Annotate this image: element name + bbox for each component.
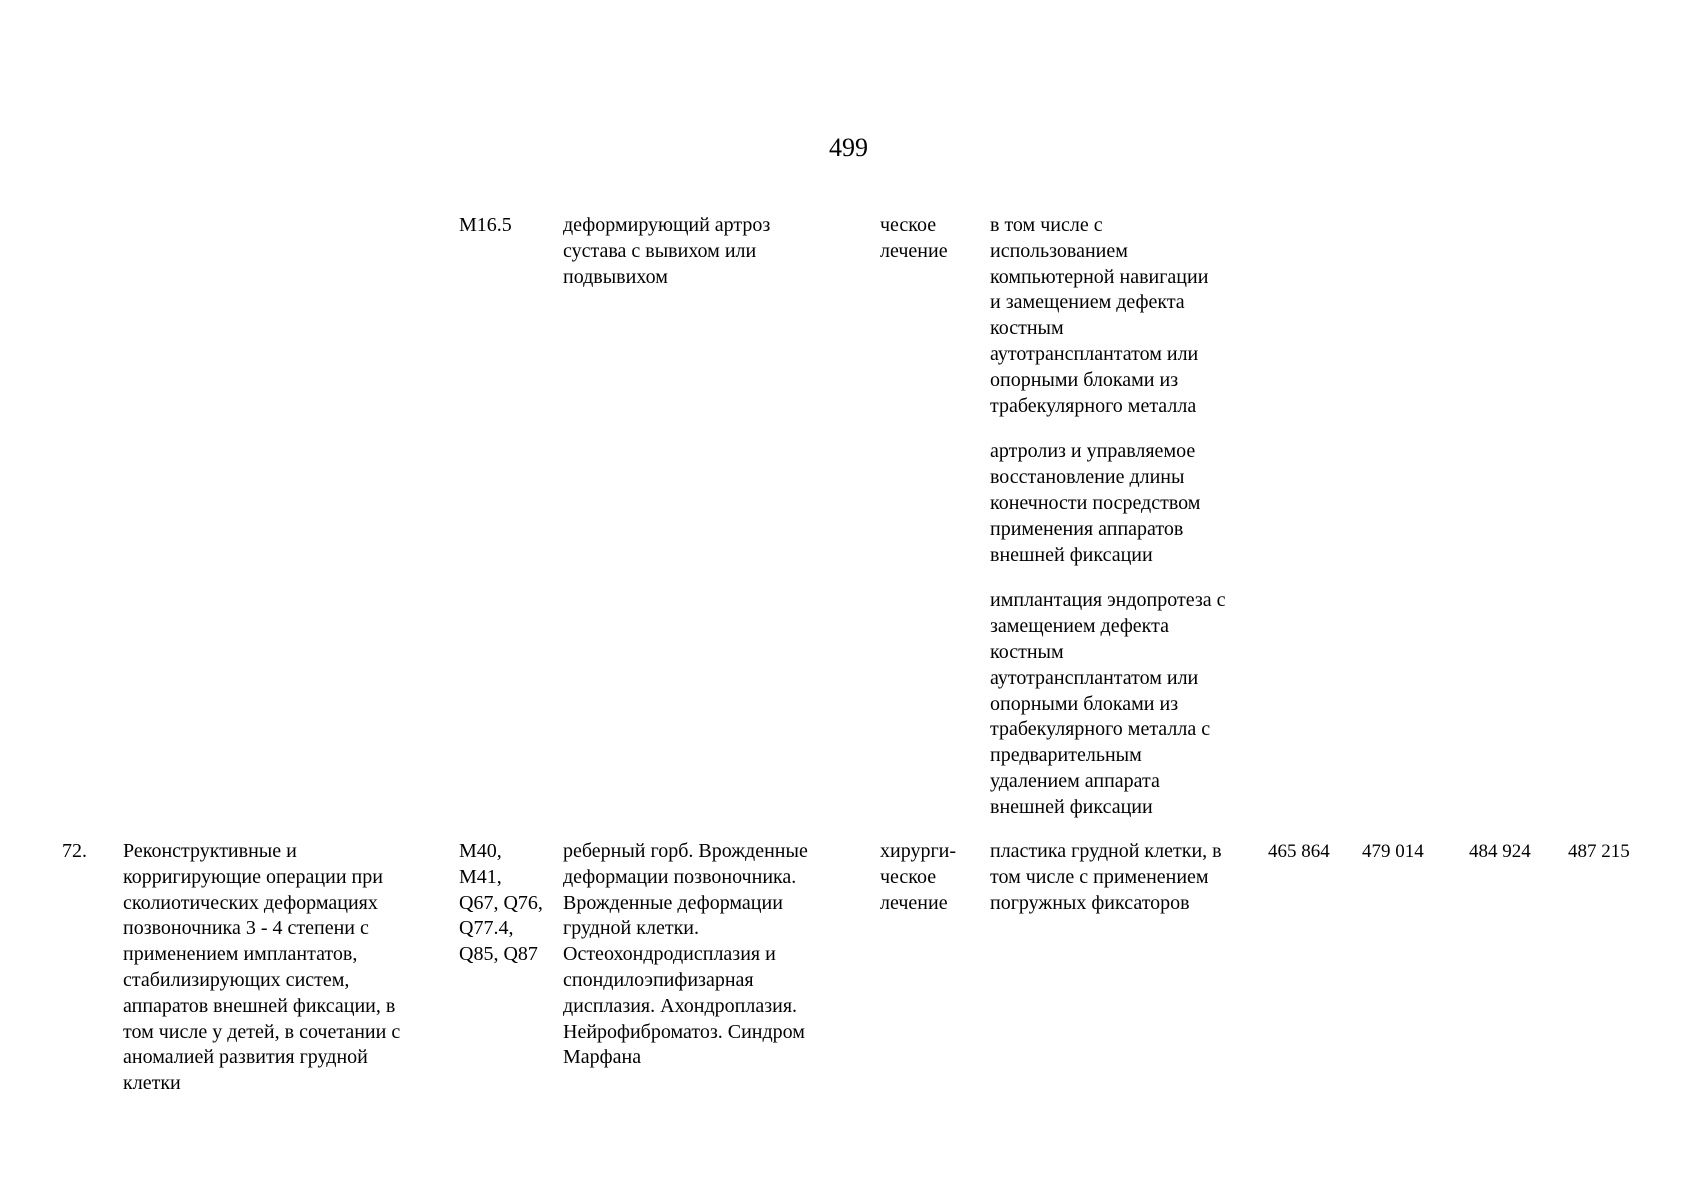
treatment-method-paragraph: имплантация эндопротеза с замещением дефекта костным аутотрансплантатом или опорными блоками из трабекулярного металла с предварительным удалением аппарата внешней фиксации [990,589,1226,818]
condition-cell: реберный горб. Врожденные деформации позвоночника. Врожденные деформации грудной клетки. Остеохондродисплазия и спондилоэпифизарная дисплазия. Ахондроплазия. Нейрофиброматоз. Синдром Марфана [563,840,808,1069]
condition-cell: деформирующий артроз сустава с вывихом или подвывихом [563,214,771,288]
treatment-method-paragraph: в том числе с использованием компьютерной навигации и замещением дефекта костным аутотрансплантатом или опорными блоками из трабекулярного металла [990,214,1209,417]
page-number: 499 [829,133,868,162]
diagnosis-codes-cell: M40, M41, Q67, Q76, Q77.4, Q85, Q87 [459,840,543,966]
price-cell: 465 864 [1268,841,1330,862]
treatment-methods-cell [990,213,1265,841]
diagnosis-codes-cell: M16.5 [459,214,512,236]
price-cell: 484 924 [1469,841,1531,862]
price-cell: 487 215 [1568,841,1630,862]
treatment-method-paragraph: артролиз и управляемое восстановление длины конечности посредством применения аппаратов внешней фиксации [990,440,1201,566]
price-cell: 479 014 [1362,841,1424,862]
care-type-name-cell: Реконструктивные и корригирующие операции при сколиотических деформациях позвоночника 3 - 4 степени с применением имплантатов, стабилизирующих систем, аппаратов внешней фиксации, в том числе у детей, в сочетании с аномалией развития грудной клетки [123,840,401,1095]
row-number: 72. [62,840,87,862]
treatment-type-cell: хирурги- ческое лечение [880,840,957,914]
treatment-type-cell: ческое лечение [880,214,948,262]
treatment-method-cell: пластика грудной клетки, в том числе с применением погружных фиксаторов [990,840,1222,914]
